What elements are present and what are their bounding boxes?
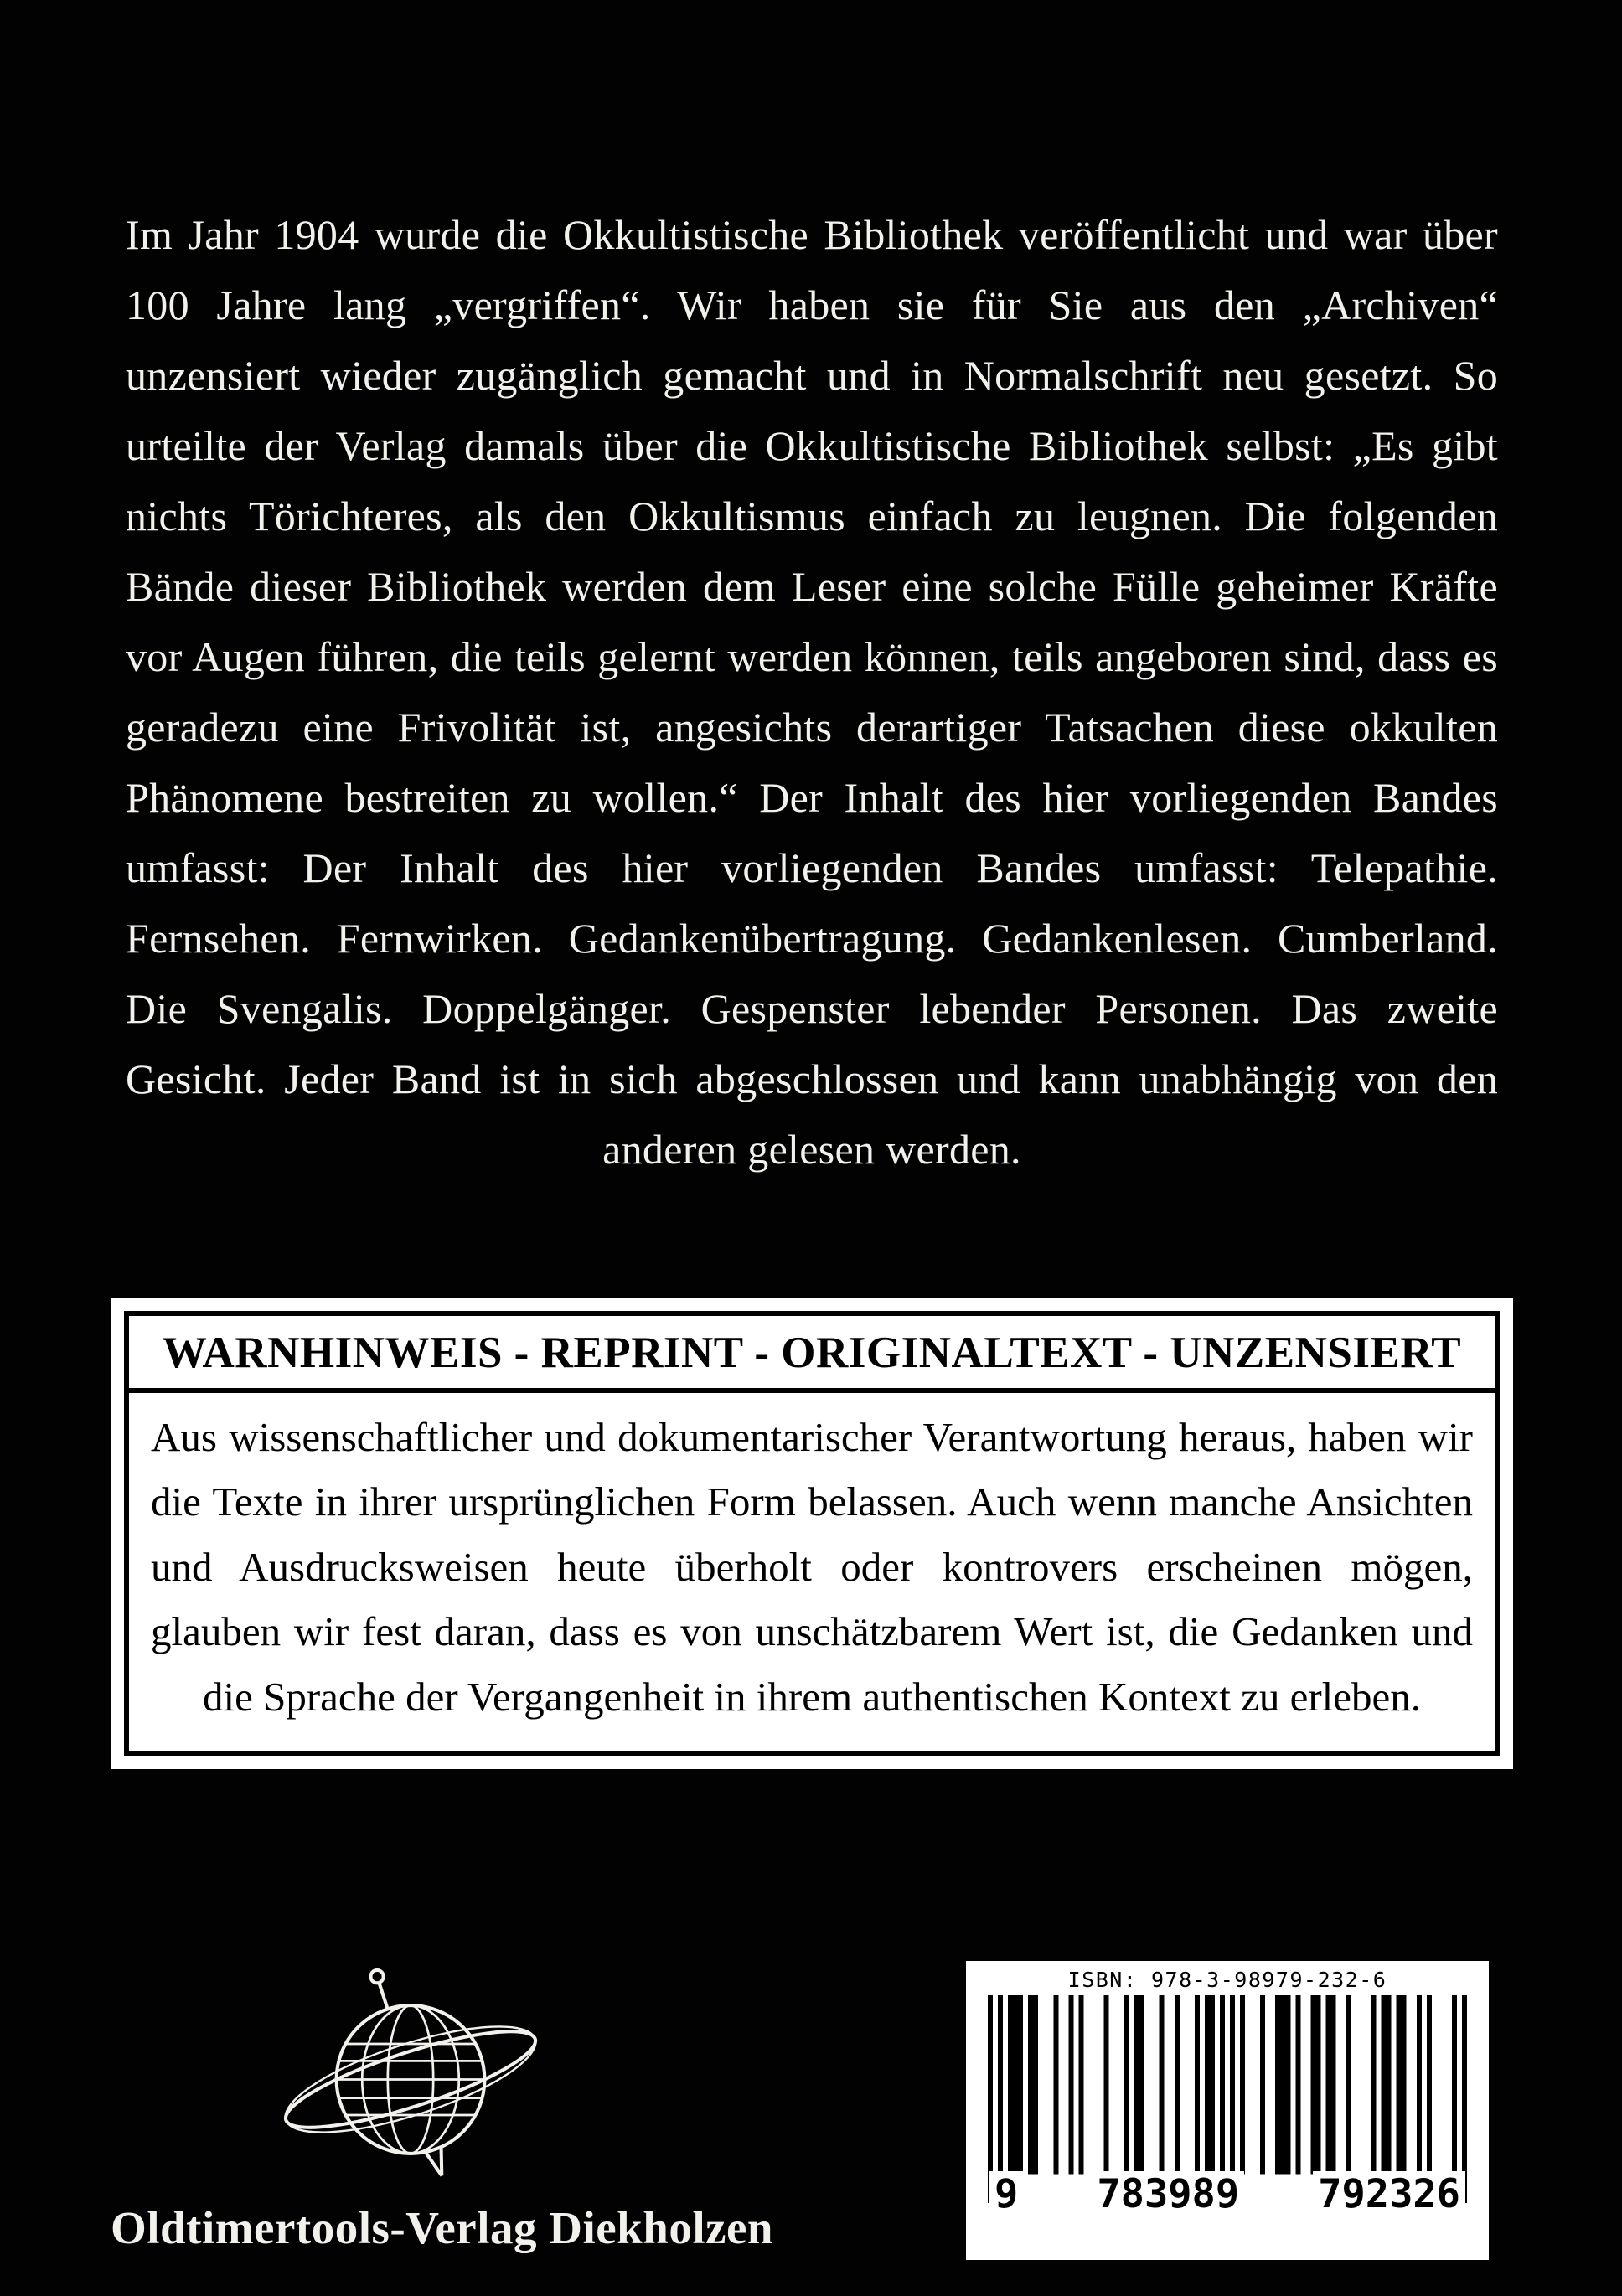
publisher-logo globe-with-ring-icon [266,1958,555,2186]
blurb-text: Im Jahr 1904 wurde die Okkultistische Bibliothek veröffentlicht und war über 100 Jahre lang „vergriffen“. Wir haben sie für Sie aus den „Archiven“ unzensiert wieder zugänglich gemacht und in Normalschrift neu gesetzt. So urteilte der Verlag damals über die Okkultistische Bibliothek selbst: „Es gibt nichts Törichteres, als den Okkultismus einfach zu leugnen. Die folgenden Bände dieser Bibliothek werden dem Leser eine solche Fülle geheimer Kräfte vor Augen führen, die teils gelernt werden können, teils angeboren sind, dass es geradezu eine Frivolität ist, angesichts derartiger Tatsachen diese okkulten Phänomene bestreiten zu wollen.“ Der Inhalt des hier vorliegenden Bandes umfasst: Der Inhalt des hier vorliegenden Bandes umfasst: Telepathie. Fernsehen. Fernwirken. Gedankenübertragung. Gedankenlesen. Cumberland. Die Svengalis. Doppelgänger. Gespenster lebender Personen. Das zweite Gesicht. Jeder Band ist in sich abgeschlossen und kann unabhängig von den anderen gelesen werden. [126,211,1498,1173]
barcode [966,1961,1489,2260]
ean-digits [988,2171,1467,2217]
ean-digit-group: 783989 [1092,2171,1244,2217]
warning-title: WARNHINWEIS - REPRINT - ORIGINALTEXT - UNZENSIERT [129,1316,1495,1393]
warning-box [111,1298,1513,1769]
isbn-label: ISBN: 978-3-98979-232-6 [1067,1968,1387,1992]
warning-box-frame [124,1311,1500,1756]
ean-digit-group: 792326 [1313,2171,1465,2217]
publisher-name: Oldtimertools-Verlag Diekholzen [111,2202,774,2253]
ean-digit-group: 9 [989,2171,1023,2217]
warning-body: Aus wissenschaftlicher und dokumentarischer Verantwortung heraus, haben wir die Texte in ihrer ursprünglichen Form belassen. Auch wenn manche Ansichten und Ausdrucksweisen heute überholt oder kontrovers erscheinen mögen, glauben wir fest daran, dass es von unschätzbarem Wert ist, die Gedanken und die Sprache der Vergangenheit in ihrem authentischen Kontext zu erleben. [151,1414,1473,1720]
